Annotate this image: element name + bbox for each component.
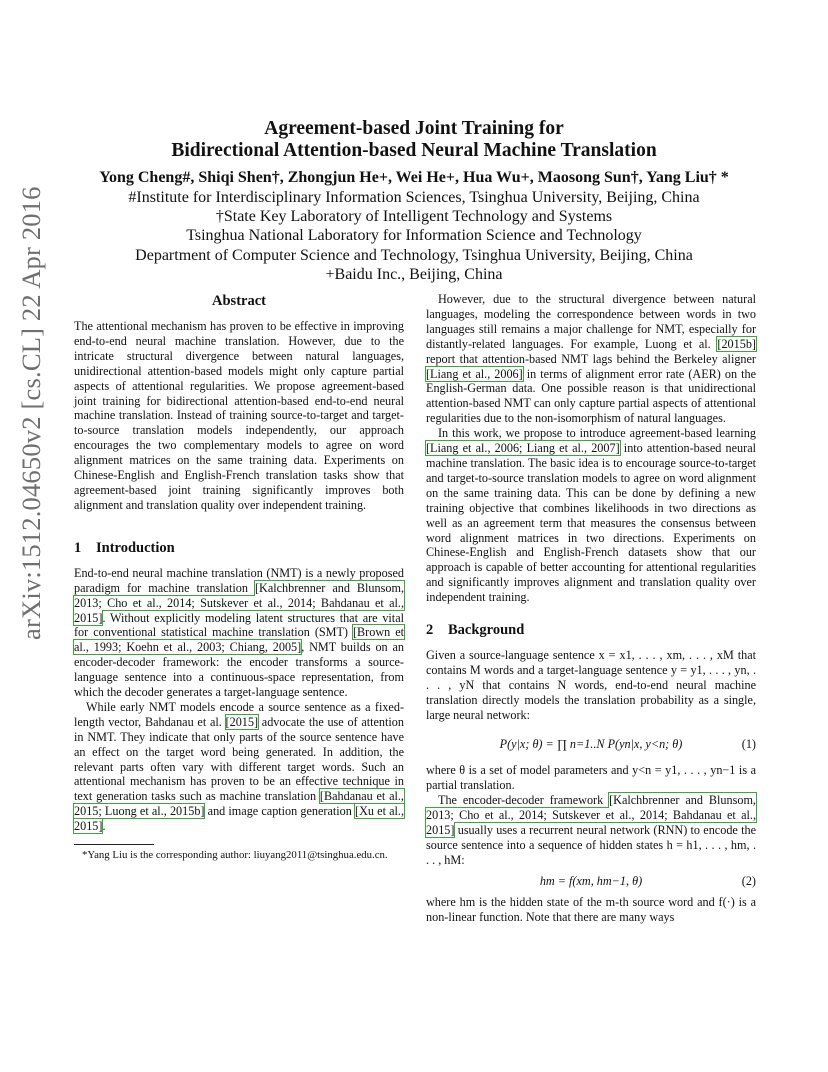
right-p2-a: In this work, we propose to introduce agreement-based learning [438, 426, 756, 441]
paper-title-line-1: Agreement-based Joint Training for [264, 118, 564, 139]
right-p1-c: in terms of alignment error rate (AER) on the English-German data. One possible reason is that unidirectional attention-based NMT can only capture partial aspects of attentional regularities due to the non-isomorphism of natural languages. [426, 366, 756, 426]
affiliation-1: #Institute for Interdisciplinary Information Sciences, Tsinghua University, Beijing, China [128, 189, 700, 206]
intro-p1-c: , NMT builds on an encoder-decoder framework: the encoder transforms a source-language sentence into a continuous-space representation, from which the decoder generates a target-language sentence. [74, 640, 404, 700]
equation-2 [426, 874, 756, 889]
affiliation-5: +Baidu Inc., Beijing, China [325, 265, 503, 283]
paper-title-line-2: Bidirectional Attention-based Neural Machine Translation [171, 140, 657, 161]
citation-link[interactable]: [2015] [225, 714, 259, 729]
footnote: *Yang Liu is the corresponding author: liuyang2011@tsinghua.edu.cn. [82, 849, 388, 862]
abstract-text: The attentional mechanism has proven to be effective in improving end-to-end neural machine translation. However, due to the intricate structural divergence between natural languages, unidirectional attention-based models might only capture partial aspects of attentional regularities. We propose agreement-based joint training for bidirectional attention-based end-to-end neural machine translation. Instead of training source-to-target and target-to-source translation models independently, our approach encourages the two complementary models to agree on word alignment matrices on the same training data. Experiments on Chinese-English and English-French translation tasks show that agreement-based joint training significantly improves both alignment and translation quality over independent training. [74, 319, 404, 512]
background-paragraph-3 [426, 793, 756, 868]
intro-p1-a: End-to-end neural machine translation (NMT) is a newly proposed paradigm for machine translation [74, 565, 404, 595]
intro-p2-d: . [102, 819, 106, 834]
intro-paragraph-2 [74, 700, 404, 834]
right-paragraph-1 [426, 292, 756, 426]
bg-p3-a: The encoder-decoder framework [438, 793, 610, 808]
intro-p1-b: . Without explicitly modeling latent structures that are vital for conventional statistical machine translation (SMT) [74, 610, 404, 640]
background-paragraph-2: where θ is a set of model parameters and y<n = y1, . . . , yn−1 is a partial translation. [426, 763, 756, 793]
author-list: Yong Cheng#, Shiqi Shen†, Zhongjun He+, Wei He+, Hua Wu+, Maosong Sun†, Yang Liu† * [99, 169, 729, 186]
citation-link[interactable]: [Kalchbrenner and Blunsom, 2013; Cho et al., 2014; Sutskever et al., 2014; Bahdanau et al., 2015] [74, 580, 404, 625]
affiliation-2: †State Key Laboratory of Intelligent Technology and Systems [215, 208, 613, 226]
bg-p3-b: usually uses a recurrent neural network (RNN) to encode the source sentence into a sequence of hidden states h = h1, . . . , hm, . . . , hM: [426, 823, 756, 867]
affiliation-4: Department of Computer Science and Technology, Tsinghua University, Beijing, China [135, 246, 693, 264]
right-paragraph-2 [426, 426, 756, 605]
abstract-heading: Abstract [212, 293, 266, 309]
background-paragraph-4: where hm is the hidden state of the m-th source word and f(·) is a non-linear function. Note that there are many ways [426, 894, 756, 924]
intro-p2-a: While early NMT models encode a source sentence as a fixed-length vector, Bahdanau et al. [74, 699, 404, 729]
left-column [74, 292, 404, 862]
citation-link[interactable]: [Kalchbrenner and Blunsom, 2013; Cho et al., 2014; Sutskever et al., 2014; Bahdanau et al., 2015] [426, 793, 756, 838]
intro-paragraph-1 [74, 566, 404, 700]
equation-1-number: (1) [741, 736, 756, 751]
equation-1 [426, 737, 756, 752]
affiliation-3: Tsinghua National Laboratory for Information Science and Technology [186, 227, 642, 245]
right-p1-a: However, due to the structural divergence between natural languages, modeling the correspondence between words in two languages still remains a major challenge for NMT, especially for distantly-related languages. For example, Luong et al. [426, 292, 756, 351]
citation-link[interactable]: [Brown et al., 1993; Koehn et al., 2003; Chiang, 2005] [74, 625, 404, 655]
background-heading-text: Background [448, 622, 525, 639]
equation-1-body: P(y|x; θ) = ∏ n=1..N P(yn|x, y<n; θ) [499, 736, 683, 751]
background-heading-number: 2 [426, 622, 434, 639]
intro-heading [74, 539, 404, 557]
citation-link[interactable]: [2015b] [717, 336, 756, 351]
equation-2-body: hm = f(xm, hm−1, θ) [539, 873, 643, 888]
right-p1-b: report that attention-based NMT lags behind the Berkeley aligner [426, 351, 756, 366]
arxiv-identifier: arXiv:1512.04650v2 [cs.CL] 22 Apr 2016 [16, 186, 46, 640]
right-column [426, 292, 756, 925]
background-heading [426, 621, 756, 639]
intro-heading-text: Introduction [96, 539, 175, 556]
background-paragraph-1: Given a source-language sentence x = x1, . . . , xm, . . . , xM that contains M words and a target-language sentence y = y1, . . . , yn, . . . , yN that contains N words, end-to-end neural machine translation directly models the translation probability as a single, large neural network: [426, 648, 756, 722]
intro-p2-b: advocate the use of attention in NMT. They indicate that only parts of the source sentence have an effect on the target word being generated. In addition, the relevant parts often vary with different target words. Such an attentional mechanism has proven to be an effective technique in text generation tasks such as machine translation [74, 714, 404, 804]
intro-heading-number: 1 [74, 539, 82, 556]
citation-link[interactable]: [Bahdanau et al., 2015; Luong et al., 2015b] [74, 789, 404, 819]
right-p2-b: into attention-based neural machine translation. The basic idea is to encourage source-to-target and target-to-source translation models to agree on word alignment on the same training data. This can be done by defining a new training objective that combines likelihoods in two directions as well as an agreement term that measures the consensus between word alignment matrices in two directions. Experiments on Chinese-English and English-French datasets show that our approach is capable of better accounting for attentional regularities and significantly improves alignment and translation quality over independent training. [426, 441, 756, 605]
footnote-rule [74, 844, 154, 845]
intro-p2-c: and image caption generation [204, 804, 356, 819]
citation-link[interactable]: [Liang et al., 2006; Liang et al., 2007] [426, 441, 620, 456]
paper-header [80, 118, 748, 284]
citation-link[interactable]: [Xu et al., 2015] [74, 804, 405, 834]
citation-link[interactable]: [Liang et al., 2006] [426, 366, 523, 381]
equation-2-number: (2) [741, 873, 756, 888]
